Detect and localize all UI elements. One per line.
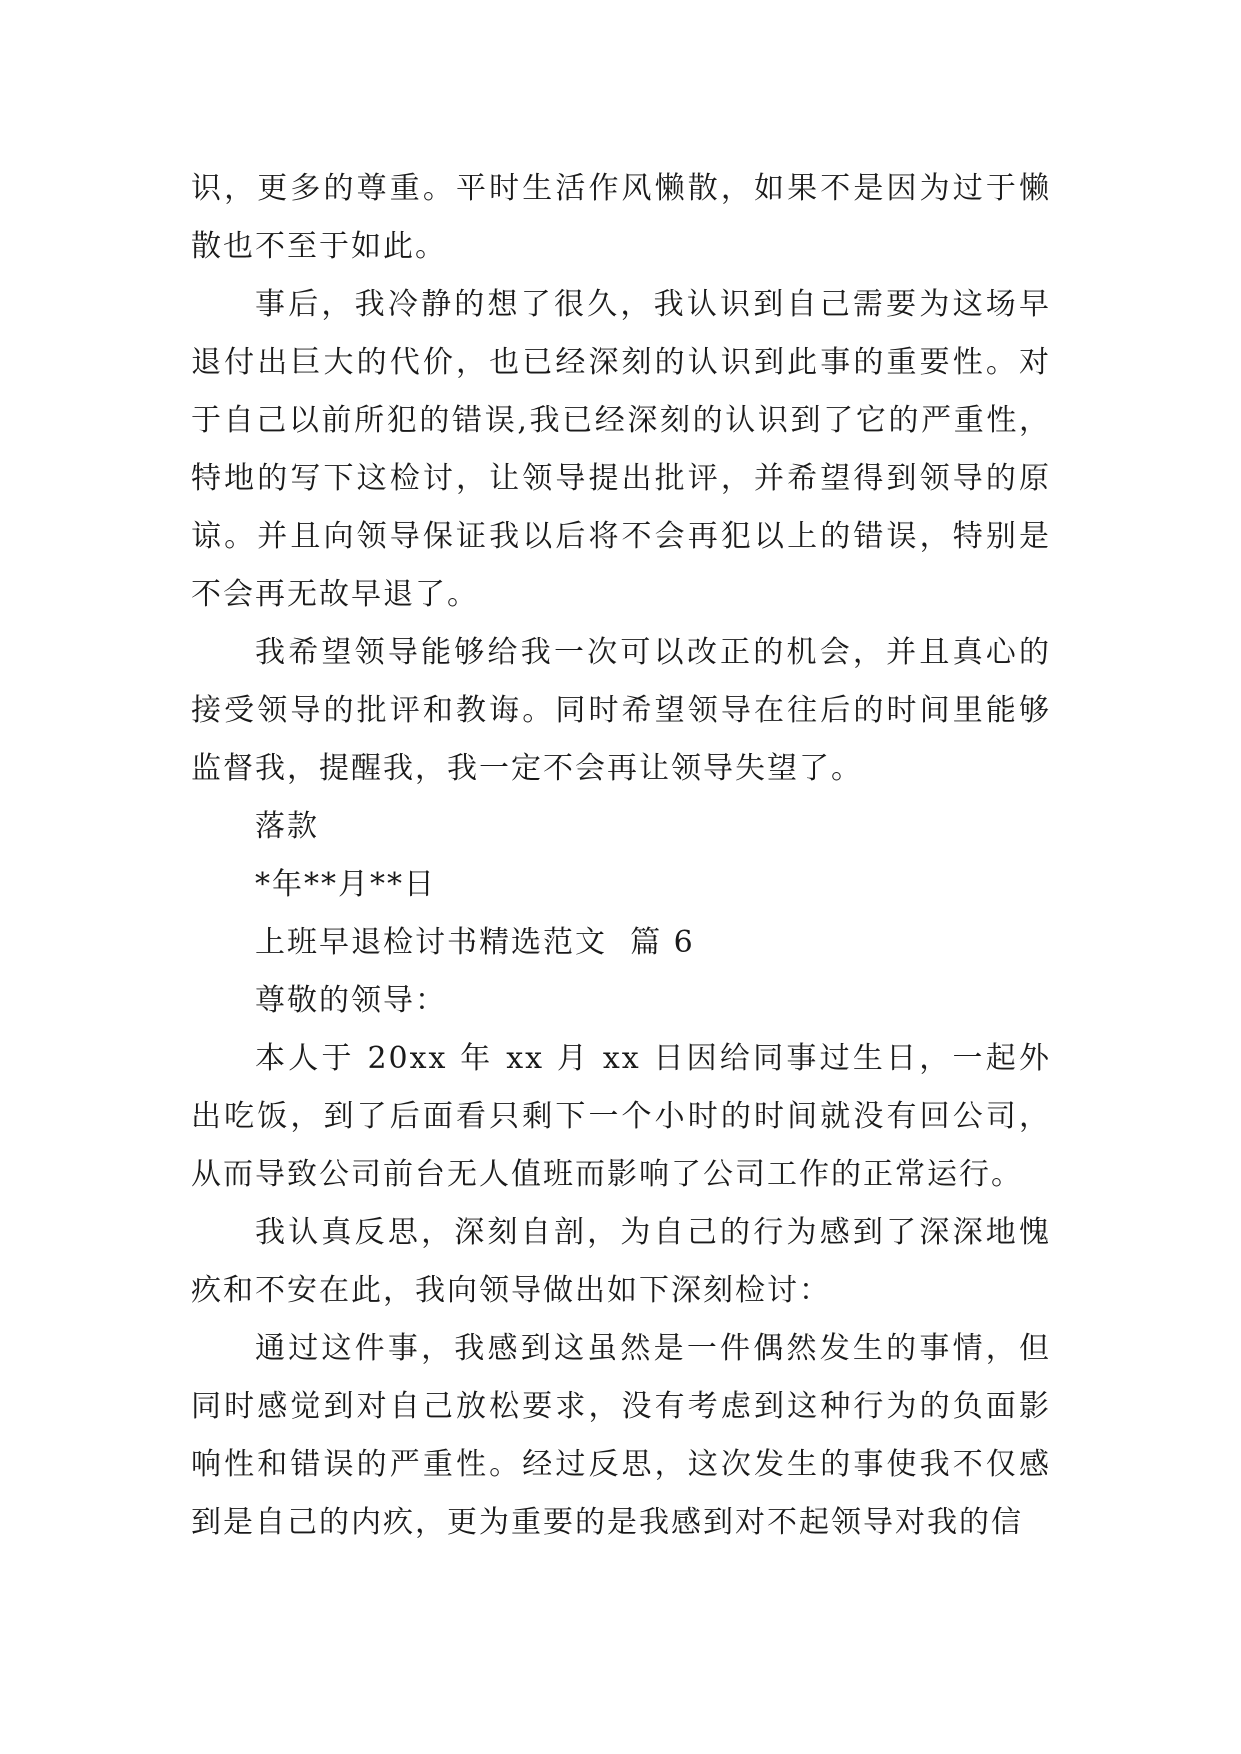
paragraph-self-review: 我认真反思，深刻自剖，为自己的行为感到了深深地愧疚和不安在此，我向领导做出如下深刻检讨： — [191, 1215, 1051, 1308]
document-body — [191, 160, 1051, 1552]
signature-label: 落款 — [255, 809, 319, 844]
paragraph-incident: 本人于 20xx 年 xx 月 xx 日因给同事过生日，一起外出吃饭，到了后面看只剩下一个小时的时间就没有回公司，从而导致公司前台无人值班而影响了公司工作的正常运行。 — [191, 1041, 1051, 1192]
paragraph-continuation: 识，更多的尊重。平时生活作风懒散，如果不是因为过于懒散也不至于如此。 — [191, 171, 1051, 264]
paragraph-reflection: 事后，我冷静的想了很久，我认识到自己需要为这场早退付出巨大的代价，也已经深刻的认识到此事的重要性。对于自己以前所犯的错误,我已经深刻的认识到了它的严重性，特地的写下这检讨，让领导提出批评，并希望得到领导的原谅。并且向领导保证我以后将不会再犯以上的错误，特别是不会再无故早退了。 — [191, 287, 1051, 612]
salutation: 尊敬的领导： — [255, 983, 447, 1018]
date-line: *年**月**日 — [255, 867, 436, 902]
paragraph-realization: 通过这件事，我感到这虽然是一件偶然发生的事情，但同时感觉到对自己放松要求，没有考虑到这种行为的负面影响性和错误的严重性。经过反思，这次发生的事使我不仅感到是自己的内疚，更为重要的是我感到对不起领导对我的信 — [191, 1331, 1051, 1540]
paragraph-hope: 我希望领导能够给我一次可以改正的机会，并且真心的接受领导的批评和教诲。同时希望领导在往后的时间里能够监督我，提醒我，我一定不会再让领导失望了。 — [191, 635, 1051, 786]
section-title: 上班早退检讨书精选范文 篇 6 — [255, 925, 695, 960]
